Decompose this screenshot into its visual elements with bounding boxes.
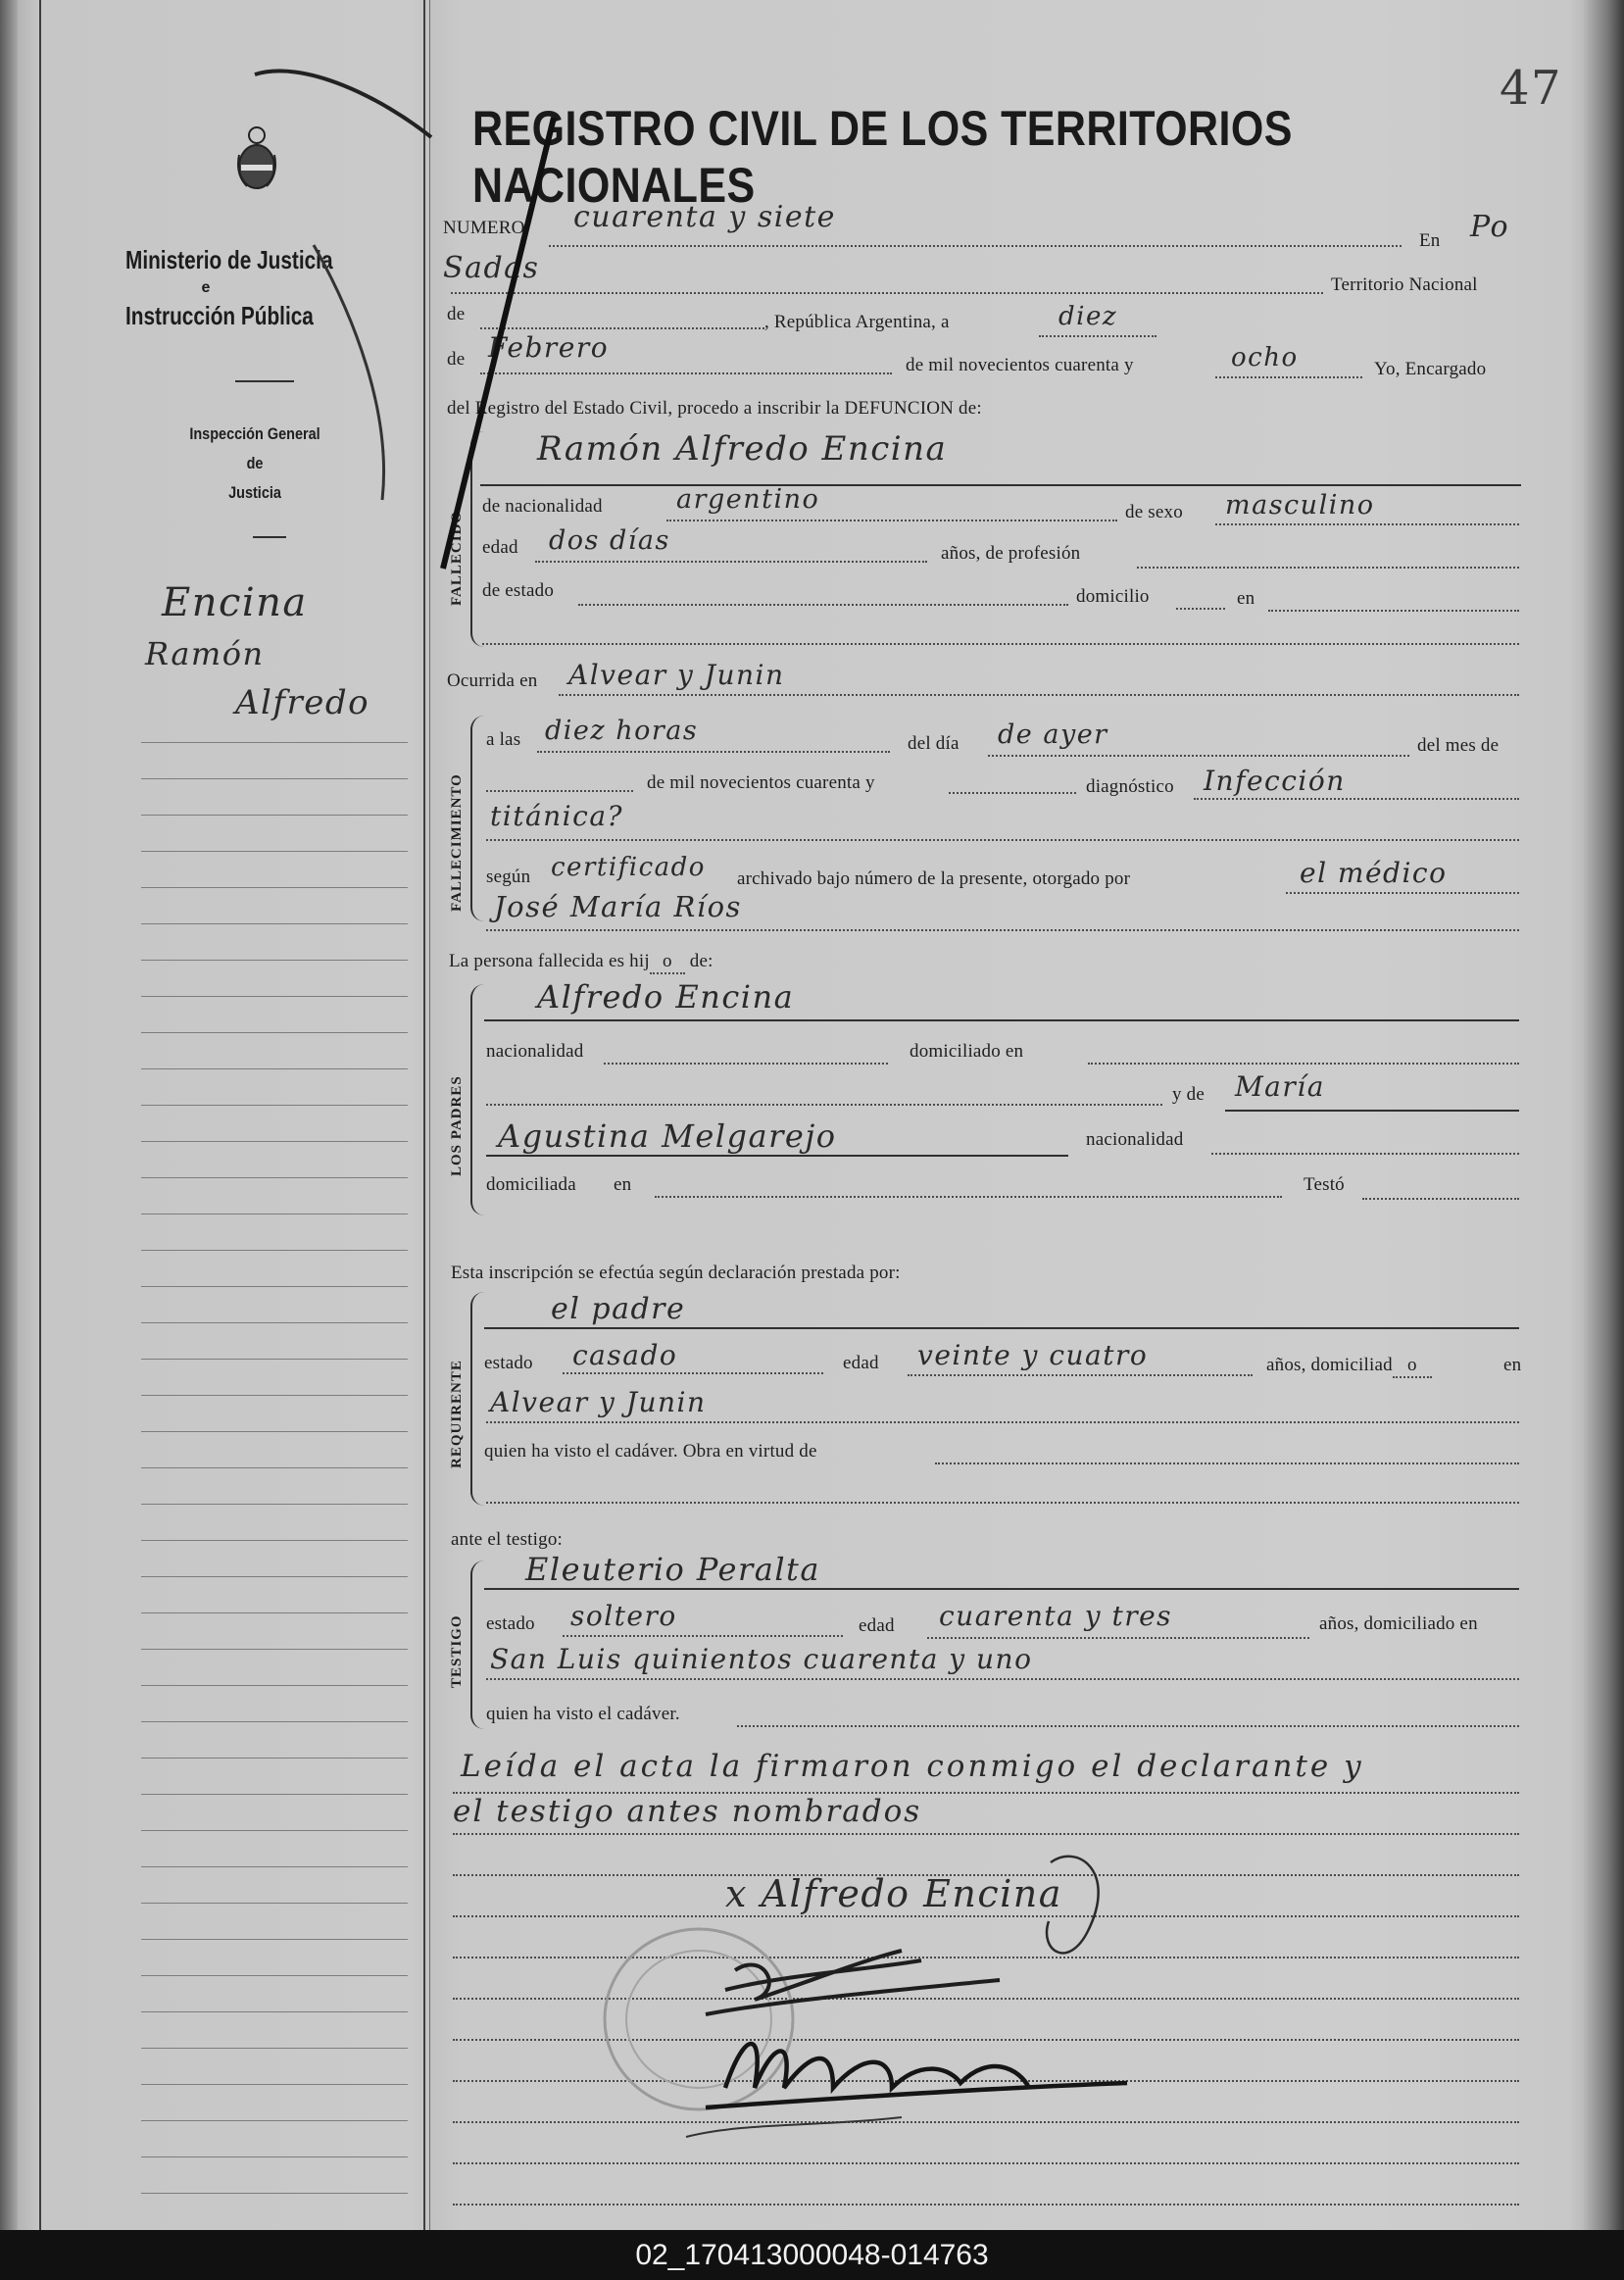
padre-domiciliado-label: domiciliado en [910,1041,1024,1062]
left-ruled-line [141,1177,408,1178]
left-ruled-line [141,2011,408,2012]
left-ruled-line [141,1359,408,1360]
testigo-cadaver-label: quien ha visto el cadáver. [486,1704,680,1724]
inspeccion-line2: de [246,454,264,472]
padres-brace [470,984,484,1215]
closing-ruled-line [453,1833,1519,1835]
madre-en-label: en [614,1174,632,1195]
testigo-section-label: TESTIGO [449,1614,465,1688]
diagnostico-cont-line [486,839,1519,841]
left-ruled-line [141,851,408,852]
padres-intro-de: de: [689,951,714,971]
testigo-intro: ante el testigo: [451,1529,563,1550]
madre-nacionalidad-label: nacionalidad [1086,1129,1184,1150]
left-ruled-line [141,2193,408,2194]
dia-line [1039,335,1156,337]
requirente-name-line [484,1327,1519,1329]
testigo-cadaver-line [737,1725,1519,1727]
requirente-estado-value: casado [572,1339,678,1371]
alas-label: a las [486,729,521,750]
document-title: REGISTRO CIVIL DE LOS TERRITORIOS NACIONALES [472,101,1293,213]
requirente-anios-o: o [1406,1355,1417,1375]
de-label: de [447,304,466,324]
left-margin-line [39,0,41,2230]
ocurrida-line [559,694,1519,696]
left-ruled-line [141,996,408,997]
fallecimiento-brace [470,716,484,921]
left-ruled-line [141,1395,408,1396]
registrar-signature [706,2044,1127,2107]
requirente-virtud-line [935,1462,1519,1464]
medico-line [486,929,1519,931]
left-ruled-line [141,1032,408,1033]
margin-middlename: Alfredo [235,683,370,722]
padre-name: Alfredo Encina [537,978,795,1016]
closing-ruled-line [453,1792,1519,1794]
requirente-brace [470,1292,484,1506]
requirente-anios [1266,1355,1432,1378]
requirente-edad-value: veinte y cuatro [917,1339,1149,1371]
de2-label: de [447,349,466,370]
fallecido-sexo-value: masculino [1225,490,1375,520]
fallecido-en-label: en [1237,588,1255,609]
left-ruled-line [141,1721,408,1722]
testigo-estado-value: soltero [570,1600,677,1632]
left-ruled-line [141,815,408,816]
fallecido-nacionalidad-line [666,520,1117,521]
registrar-underline [686,2117,902,2137]
margin-firstname: Ramón [145,635,265,672]
diagnostico-line [1194,798,1519,800]
left-ruled-line [141,1649,408,1650]
closing-ruled-line [453,2204,1519,2206]
left-ruled-line [141,1794,408,1795]
en-value-cont: Sadas [443,251,540,285]
ministry-line3: Instrucción Pública [125,301,314,330]
margin-surname: Encina [162,580,308,625]
padre-name-line [484,1019,1519,1021]
declarant-signature: x Alfredo Encina [725,1872,1062,1915]
otorgado-line [1286,892,1519,894]
madre-domiciliada-label: domiciliada [486,1174,576,1195]
closing-line1: Leída el acta la firmaron conmigo el declarante y [461,1749,1364,1784]
requirente-domicilio-value: Alvear y Junin [490,1386,707,1418]
requirente-intro: Esta inscripción se efectúa según declaración prestada por: [451,1263,901,1283]
testigo-name: Eleuterio Peralta [525,1551,820,1588]
testigo-edad-label: edad [859,1615,895,1636]
padre-nacionalidad-line [604,1063,888,1065]
fallecido-domicilio-label: domicilio [1076,586,1150,607]
left-ruled-line [141,1866,408,1867]
testigo-brace [470,1561,484,1729]
footer-caption: 02_170413000048-014763 [0,2230,1624,2280]
fallecido-section-label: FALLECIDO [449,510,465,606]
mil-label: de mil novecientos cuarenta y [906,355,1134,375]
madre-first-line [1225,1110,1519,1112]
requirente-estado-line [563,1372,823,1374]
delmes-label: del mes de [1417,735,1500,756]
testo-label: Testó [1304,1174,1345,1195]
diagnostico-value: Infección [1204,765,1346,797]
testigo-estado-line [563,1635,843,1637]
padre-domiciliado-line [1088,1063,1519,1065]
padres-intro [449,951,714,974]
left-ruled-line [141,1431,408,1432]
mil-label-fall: de mil novecientos cuarenta y [647,772,875,793]
dia-value-fall: de ayer [998,719,1108,750]
requirente-anios-label: años, domiciliad [1266,1355,1393,1375]
numero-label: NUMERO [443,218,525,238]
testigo-anios-label: años, domiciliado en [1319,1613,1478,1634]
left-ruled-line [141,1540,408,1541]
fallecido-nacionalidad-label: de nacionalidad [482,496,603,517]
left-ruled-line [141,1685,408,1686]
fallecido-extra-line [482,643,1519,645]
left-ruled-line [141,960,408,961]
anio-line-fall [949,792,1076,794]
requirente-domicilio-line [486,1421,1519,1423]
left-ruled-line [141,2156,408,2157]
testigo-domicilio-line [486,1678,1519,1680]
closing-line2: el testigo antes nombrados [453,1794,922,1829]
testigo-domicilio-value: San Luis quinientos cuarenta y uno [490,1643,1033,1675]
witness-signature [706,1951,1000,2014]
requirente-en-label: en [1503,1355,1522,1375]
testigo-name-line [484,1588,1519,1590]
inspeccion-line1: Inspección General [189,424,320,443]
left-ruled-line [141,1250,408,1251]
left-page-edge [0,0,18,2230]
fallecido-edad-label: edad [482,537,518,558]
left-ruled-line [141,1068,408,1069]
registro-label: del Registro del Estado Civil, procedo a inscribir la DEFUNCION de: [447,398,982,419]
en-value: Po [1470,210,1510,244]
fallecimiento-section-label: FALLECIMIENTO [449,773,465,912]
madre-rest-line [486,1155,1068,1157]
left-ruled-line [141,2120,408,2121]
testigo-edad-line [927,1637,1309,1639]
left-ruled-line [141,1576,408,1577]
fallecido-sexo-line [1215,523,1519,525]
padres-intro-o: o [662,951,672,971]
madre-first: María [1235,1070,1325,1103]
hora-value: diez horas [545,716,699,746]
fallecido-sexo-label: de sexo [1125,502,1183,522]
requirente-cadaver-label: quien ha visto el cadáver. Obra en virtud de [484,1441,817,1462]
deldia-label: del día [908,733,960,754]
madre-rest: Agustina Melgarejo [498,1117,837,1155]
left-ruled-line [141,923,408,924]
ocurrida-label: Ocurrida en [447,670,538,691]
testo-line [1362,1198,1519,1200]
fallecido-estado-line [578,604,1068,606]
fallecido-anios-label: años, de profesión [941,543,1081,564]
page-number: 47 [1500,61,1563,116]
fallecido-domicilio-line [1176,608,1225,610]
madre-domicilio-line [655,1196,1282,1198]
numero-value: cuarenta y siete [573,200,836,234]
testigo-estado-label: estado [486,1613,535,1634]
fallecido-edad-value: dos días [549,525,670,556]
ministry-line1: Ministerio de Justicia [125,245,333,274]
testigo-edad-value: cuarenta y tres [939,1600,1173,1632]
certificado-value: certificado [551,853,706,882]
territorio-label: Territorio Nacional [1331,274,1478,295]
padres-intro-label: La persona fallecida es hij [449,951,650,971]
requirente-edad-line [908,1374,1253,1376]
left-ruled-line [141,887,408,888]
padres-section-label: LOS PADRES [449,1075,465,1176]
fallecido-nacionalidad-value: argentino [676,484,820,515]
requirente-estado-label: estado [484,1353,533,1373]
signatures-group [666,1843,1255,2166]
requirente-section-label: REQUIRENTE [449,1360,465,1468]
fallecido-estado-label: de estado [482,580,555,601]
left-ruled-line [141,1105,408,1106]
left-ruled-line [141,1322,408,1323]
diagnostico-label: diagnóstico [1086,776,1174,797]
left-ruled-line [141,1830,408,1831]
margin-annotation-strokes [235,39,647,588]
fallecido-profesion-line [1137,567,1519,569]
segun-label: según [486,867,531,887]
yo-label: Yo, Encargado [1374,359,1487,379]
left-ruled-line [141,1504,408,1505]
medico-value: José María Ríos [494,890,742,923]
padre-extra-line [486,1104,1162,1106]
anio-line [1215,376,1362,378]
en-label: En [1419,230,1441,251]
anio-value: ocho [1231,343,1299,372]
left-ruled-line [141,1467,408,1468]
left-ruled-line [141,1612,408,1613]
left-ruled-line [141,778,408,779]
left-ruled-line [141,1286,408,1287]
left-ruled-line [141,742,408,743]
republica-label: , República Argentina, a [764,312,950,332]
left-ruled-line [141,1975,408,1976]
left-ruled-line [141,2048,408,2049]
book-binding-edge [1583,0,1624,2230]
mes-line-fall [486,790,633,792]
madre-nacionalidad-line [1211,1153,1519,1155]
left-ruled-line [141,1903,408,1904]
left-ruled-line [141,1141,408,1142]
inspeccion-line3: Justicia [228,483,281,502]
ministry-line2: e [201,279,211,296]
mes-value: Febrero [488,331,610,364]
hora-line [537,751,890,753]
left-ruled-line [141,1939,408,1940]
fallecido-en-line [1268,610,1519,612]
dia-value: diez [1058,302,1118,331]
padre-nacionalidad-label: nacionalidad [486,1041,584,1062]
otorgado-value: el médico [1300,857,1448,889]
ocurrida-value: Alvear y Junin [568,659,785,691]
left-ruled-line [141,1758,408,1759]
deldia-line [988,755,1409,757]
yde-label: y de [1172,1084,1205,1105]
archivado-label: archivado bajo número de la presente, otorgado por [737,868,1131,889]
requirente-extra-line [486,1502,1519,1504]
requirente-name: el padre [551,1292,686,1326]
diagnostico-cont: titánica? [490,800,624,832]
requirente-edad-label: edad [843,1353,879,1373]
flourish-signature-1 [1047,1857,1099,1954]
fallecido-name: Ramón Alfredo Encina [537,429,948,469]
numero-line [549,245,1402,247]
left-ruled-line [141,2084,408,2085]
